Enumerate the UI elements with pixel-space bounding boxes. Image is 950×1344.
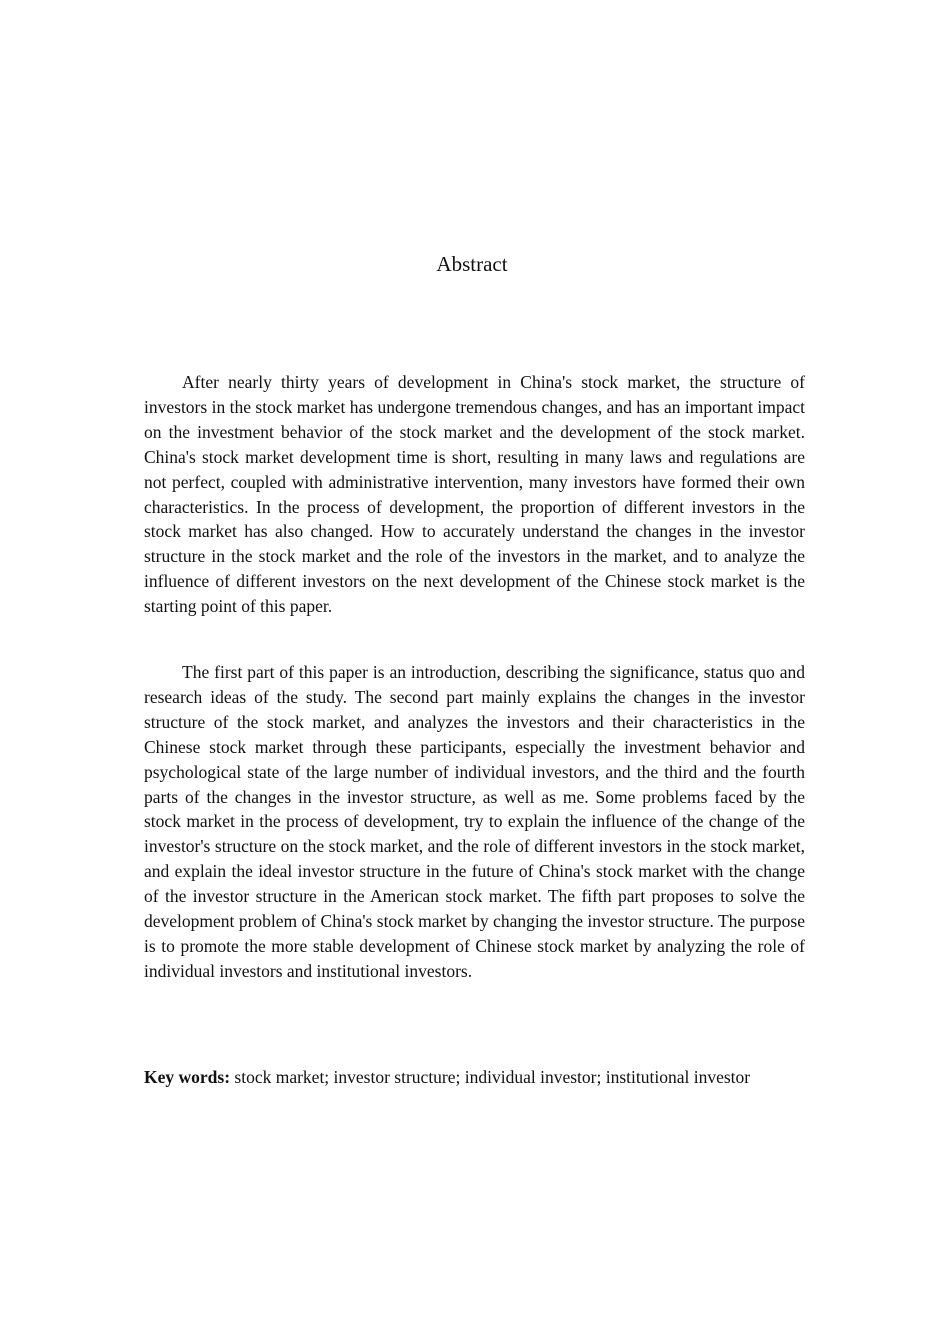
- keywords-text: stock market; investor structure; individual investor; institutional investor: [230, 1067, 751, 1087]
- page-title: Abstract: [436, 252, 508, 276]
- abstract-paragraph-2: The first part of this paper is an introduction, describing the significance, status quo and research ideas of the study. The second part mainly explains the changes in the investor structure of the stock market, and analyzes the investors and their characteristics in the Chinese stock market through these participants, especially the investment behavior and psychological state of the large number of individual investors, and the third and the fourth parts of the changes in the investor structure, as well as me. Some problems faced by the stock market in the process of development, try to explain the influence of the change of the investor's structure on the stock market, and the role of different investors in the stock market, and explain the ideal investor structure in the future of China's stock market with the change of the investor structure in the American stock market. The fifth part proposes to solve the development problem of China's stock market by changing the investor structure. The purpose is to promote the more stable development of Chinese stock market by analyzing the role of individual investors and institutional investors.: [144, 662, 805, 981]
- keywords-line: [144, 1065, 805, 1090]
- keywords-label: Key words:: [144, 1067, 231, 1087]
- abstract-paragraph-1: After nearly thirty years of development in China's stock market, the structure of investors in the stock market has undergone tremendous changes, and has an important impact on the investment behavior of the stock market and the development of the stock market. China's stock market development time is short, resulting in many laws and regulations are not perfect, coupled with administrative intervention, many investors have formed their own characteristics. In the process of development, the proportion of different investors in the stock market has also changed. How to accurately understand the changes in the investor structure in the stock market and the role of the investors in the market, and to analyze the influence of different investors on the next development of the Chinese stock market is the starting point of this paper.: [144, 372, 805, 617]
